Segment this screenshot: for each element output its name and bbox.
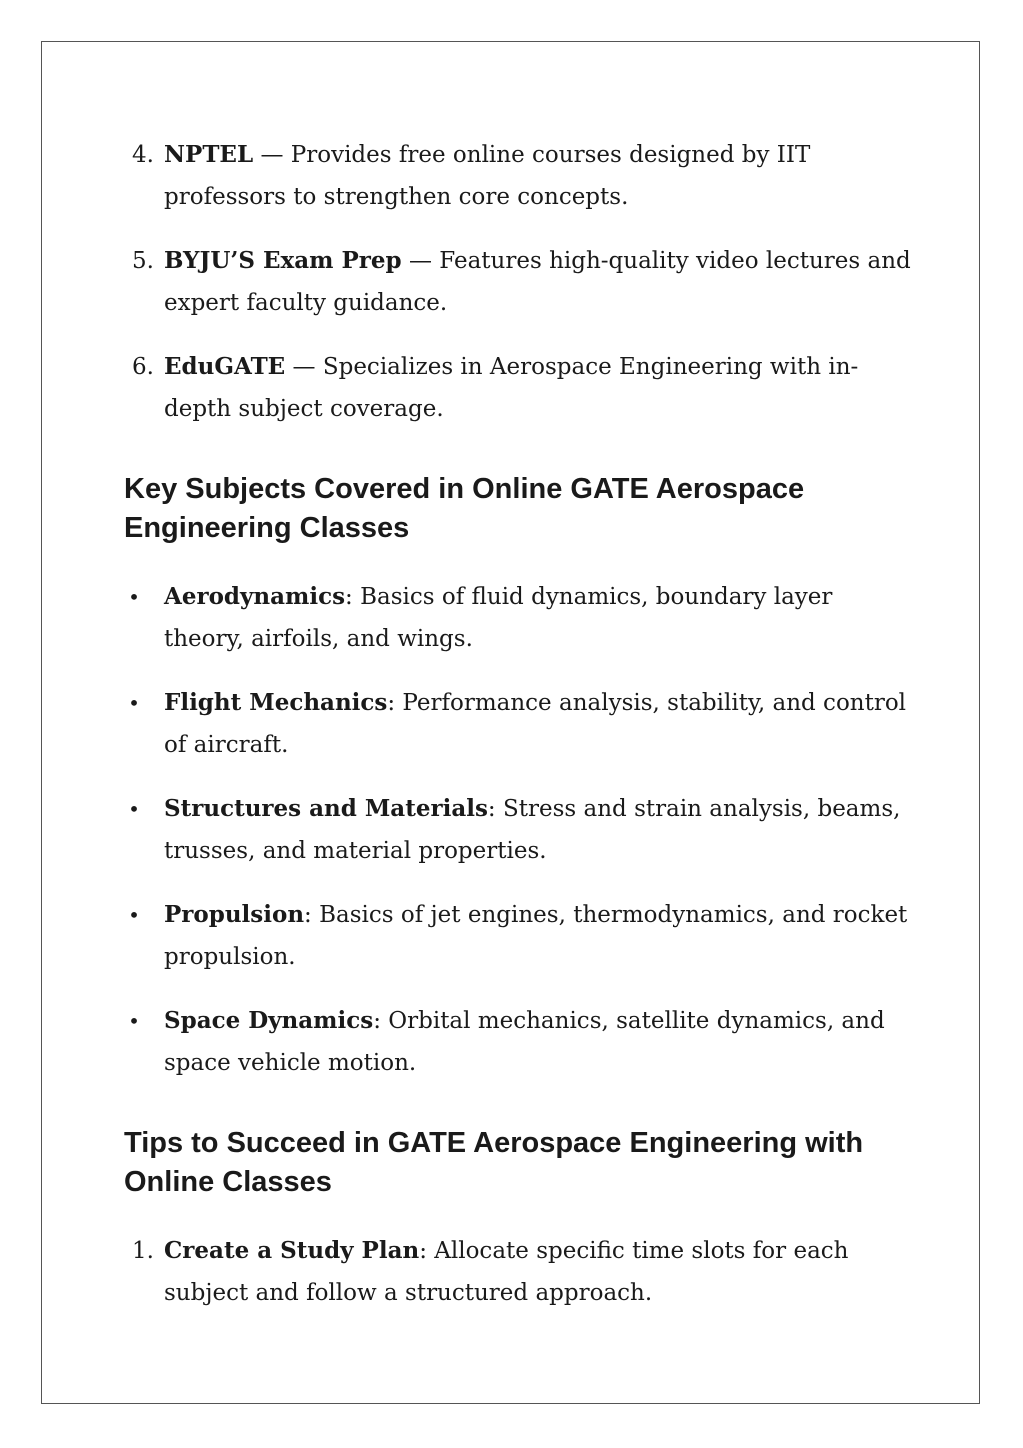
item-text: : Orbital mechanics, satellite dynamics, and space vehicle motion. — [164, 1008, 885, 1076]
item-text: : Stress and strain analysis, beams, trusses, and material properties. — [164, 796, 901, 864]
list-number: 5. — [132, 248, 154, 274]
bullet-marker: • — [128, 903, 140, 927]
item-term: Aerodynamics — [164, 583, 346, 610]
list-item-edugate — [124, 346, 914, 430]
subjects-list — [124, 576, 914, 1084]
list-number: 1. — [132, 1238, 154, 1264]
bullet-marker: • — [128, 1009, 140, 1033]
item-text: — Specializes in Aerospace Engineering with in-depth subject coverage. — [164, 354, 859, 422]
item-term: Propulsion — [164, 901, 305, 928]
item-term: Space Dynamics — [164, 1007, 374, 1034]
item-term: Flight Mechanics — [164, 689, 388, 716]
list-item-byjus — [124, 240, 914, 324]
item-text: : Allocate specific time slots for each subject and follow a structured approach. — [164, 1238, 849, 1306]
item-text: : Performance analysis, stability, and control of aircraft. — [164, 690, 907, 758]
list-item-space-dynamics — [124, 1000, 914, 1084]
item-term: BYJU’S Exam Prep — [164, 247, 402, 274]
item-term: Create a Study Plan — [164, 1237, 420, 1264]
list-item-propulsion — [124, 894, 914, 978]
list-number: 6. — [132, 354, 154, 380]
tips-list — [124, 1230, 914, 1314]
bullet-marker: • — [128, 691, 140, 715]
list-item-structures — [124, 788, 914, 872]
bullet-marker: • — [128, 585, 140, 609]
item-term: Structures and Materials — [164, 795, 488, 822]
platform-list — [124, 134, 914, 430]
document-page — [41, 41, 980, 1404]
item-term: NPTEL — [164, 141, 254, 168]
item-text: — Features high-quality video lectures and expert faculty guidance. — [164, 248, 911, 316]
item-text: — Provides free online courses designed by IIT professors to strengthen core concepts. — [164, 142, 811, 210]
section-heading-tips: Tips to Succeed in GATE Aerospace Engineering with Online Classes — [124, 1127, 864, 1198]
list-item-nptel — [124, 134, 914, 218]
item-term: EduGATE — [164, 353, 286, 380]
list-number: 4. — [132, 142, 154, 168]
section-heading-subjects: Key Subjects Covered in Online GATE Aerospace Engineering Classes — [124, 473, 805, 544]
list-item-flight-mechanics — [124, 682, 914, 766]
bullet-marker: • — [128, 797, 140, 821]
document-content — [124, 134, 914, 1314]
list-item-aerodynamics — [124, 576, 914, 660]
item-text: : Basics of fluid dynamics, boundary layer theory, airfoils, and wings. — [164, 584, 833, 652]
item-text: : Basics of jet engines, thermodynamics, and rocket propulsion. — [164, 902, 908, 970]
list-item-study-plan — [124, 1230, 914, 1314]
